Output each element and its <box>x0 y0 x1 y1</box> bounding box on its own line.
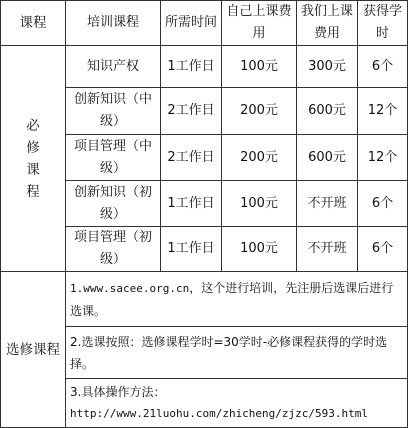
header-hours: 获得学时 <box>358 1 408 46</box>
course-hours: 12个 <box>358 88 408 135</box>
header-time: 所需时间 <box>161 1 222 46</box>
elective-note-3-label: 3.具体操作方法： <box>70 385 166 399</box>
header-category: 课程 <box>1 1 66 46</box>
course-our-fee: 300元 <box>297 46 358 88</box>
required-category-label: 必修课程 <box>1 46 66 272</box>
course-time: 2工作日 <box>161 88 222 135</box>
course-our-fee: 600元 <box>297 88 358 135</box>
course-our-fee: 600元 <box>297 135 358 181</box>
table-row <box>1 46 408 88</box>
elective-category-label: 选修课程 <box>1 272 66 428</box>
course-self-fee: 100元 <box>222 227 297 272</box>
elective-note-2: 2.选课按照：选修课程学时=30学时-必修课程获得的学时选择。 <box>66 327 408 379</box>
course-time: 2工作日 <box>161 135 222 181</box>
course-name: 知识产权 <box>66 46 161 88</box>
elective-row-1 <box>1 272 408 327</box>
header-our-fee: 我们上课费用 <box>297 1 358 46</box>
course-hours: 6个 <box>358 227 408 272</box>
elective-note-1-text: ，这个进行培训，先注册后选课后进行选课。 <box>70 280 394 318</box>
header-course: 培训课程 <box>66 1 161 46</box>
elective-note-3 <box>66 379 408 428</box>
course-self-fee: 100元 <box>222 46 297 88</box>
course-our-fee: 不开班 <box>297 227 358 272</box>
header-row <box>1 1 408 46</box>
course-time: 1工作日 <box>161 227 222 272</box>
elective-site-link[interactable]: 1.www.sacee.org.cn <box>70 281 190 295</box>
course-our-fee: 不开班 <box>297 181 358 227</box>
course-name: 创新知识（中级） <box>66 88 161 135</box>
course-self-fee: 200元 <box>222 88 297 135</box>
course-hours: 6个 <box>358 181 408 227</box>
course-hours: 6个 <box>358 46 408 88</box>
course-name: 项目管理（初级） <box>66 227 161 272</box>
course-self-fee: 200元 <box>222 135 297 181</box>
course-time: 1工作日 <box>161 46 222 88</box>
course-time: 1工作日 <box>161 181 222 227</box>
course-name: 项目管理（中级） <box>66 135 161 181</box>
elective-method-link[interactable]: http://www.21luohu.com/zhicheng/zjzc/593.html <box>70 407 369 420</box>
course-self-fee: 100元 <box>222 181 297 227</box>
course-hours: 12个 <box>358 135 408 181</box>
elective-note-1 <box>66 272 408 327</box>
course-name: 创新知识（初级） <box>66 181 161 227</box>
header-self-fee: 自己上课费用 <box>222 1 297 46</box>
